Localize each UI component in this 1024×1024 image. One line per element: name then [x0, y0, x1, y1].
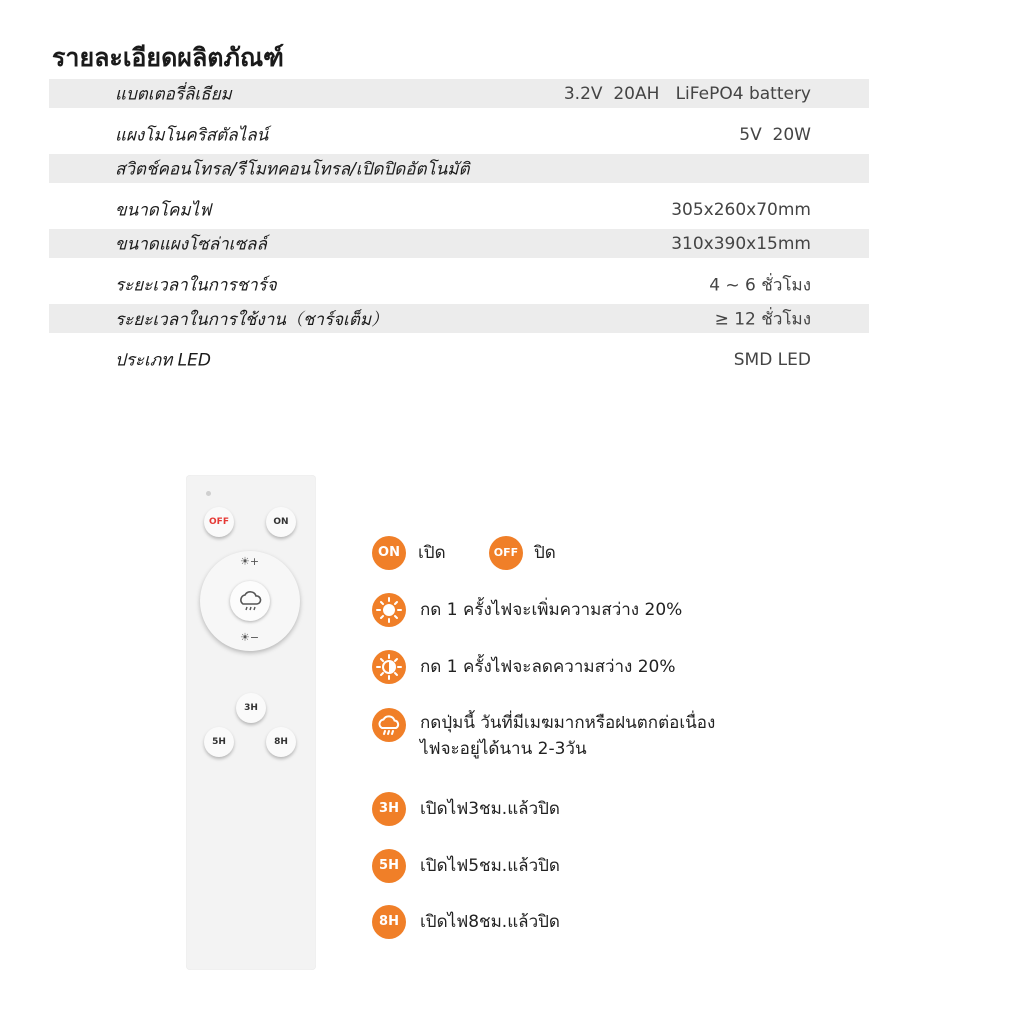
off-badge: OFF — [489, 536, 523, 570]
cloudy-text-line1: กดปุ่มนี้ วันที่มีเมฆมากหรือฝนตกต่อเนื่อง — [420, 713, 716, 733]
on-badge: ON — [372, 536, 406, 570]
5h-text: เปิดไฟ5ชม.แล้วปิด — [420, 856, 560, 876]
cloudy-badge — [372, 708, 406, 742]
spec-row — [49, 117, 869, 155]
spec-label: ระยะเวลาในการใช้งาน（ชาร์จเต็ม） — [115, 309, 389, 330]
spec-value: 305x260x70mm — [671, 200, 811, 221]
brightness-down-icon: ☀− — [240, 631, 260, 644]
spec-value: SMD LED — [733, 350, 811, 371]
spec-row — [49, 154, 869, 183]
page-title: รายละเอียดผลิตภัณฑ์ — [52, 43, 284, 72]
cloud-rain-icon — [372, 708, 406, 742]
8h-text: เปิดไฟ8ชม.แล้วปิด — [420, 912, 560, 932]
sun-icon — [372, 593, 406, 627]
indicator-led-icon — [206, 491, 211, 496]
spec-row — [49, 229, 869, 258]
spec-label: ขนาดโคมไฟ — [115, 200, 212, 221]
spec-row — [49, 192, 869, 230]
brightness-down-text: กด 1 ครั้งไฟจะลดความสว่าง 20% — [420, 657, 676, 677]
brightness-down-badge — [372, 650, 406, 684]
spec-label: ขนาดแผงโซล่าเซลล์ — [115, 234, 267, 254]
spec-label: สวิตช์คอนโทรล/รีโมทคอนโทรล/เปิดปิดอัตโนมัติ — [115, 159, 470, 179]
spec-value: 4 ~ 6 ชั่วโมง — [709, 275, 811, 296]
spec-label: ระยะเวลาในการชาร์จ — [115, 275, 277, 296]
spec-label: แบตเตอรี่ลิเธียม — [115, 84, 232, 104]
cloud-icon — [230, 581, 270, 621]
spec-row — [49, 79, 869, 108]
cloudy-text-line2: ไฟจะอยู่ได้นาน 2-3วัน — [420, 739, 587, 759]
spec-table — [49, 79, 869, 379]
8h-badge: 8H — [372, 905, 406, 939]
brightness-up-badge — [372, 593, 406, 627]
3h-badge: 3H — [372, 792, 406, 826]
remote-5h-button: 5H — [204, 727, 234, 757]
remote-on-button: ON — [266, 507, 296, 537]
brightness-up-icon: ☀+ — [240, 555, 260, 568]
half-sun-icon — [372, 650, 406, 684]
spec-label: ประเภท LED — [115, 350, 211, 371]
5h-badge: 5H — [372, 849, 406, 883]
spec-row — [49, 342, 869, 380]
spec-row — [49, 267, 869, 305]
remote-dial — [200, 551, 300, 651]
3h-text: เปิดไฟ3ชม.แล้วปิด — [420, 799, 560, 819]
on-text: เปิด — [418, 543, 446, 563]
spec-value: 310x390x15mm — [671, 233, 811, 254]
cloud-button — [230, 581, 270, 621]
brightness-up-text: กด 1 ครั้งไฟจะเพิ่มความสว่าง 20% — [420, 600, 683, 620]
off-text: ปิด — [534, 543, 556, 563]
spec-value: ≥ 12 ชั่วโมง — [714, 309, 811, 329]
remote-off-button: OFF — [204, 507, 234, 537]
remote-8h-button: 8H — [266, 727, 296, 757]
spec-value: 3.2V 20AH LiFePO4 battery — [563, 83, 811, 104]
remote-control-image — [186, 475, 316, 970]
remote-3h-button: 3H — [236, 693, 266, 723]
spec-label: แผงโมโนคริสตัลไลน์ — [115, 125, 269, 146]
spec-value: 5V 20W — [739, 125, 811, 146]
spec-row — [49, 304, 869, 333]
